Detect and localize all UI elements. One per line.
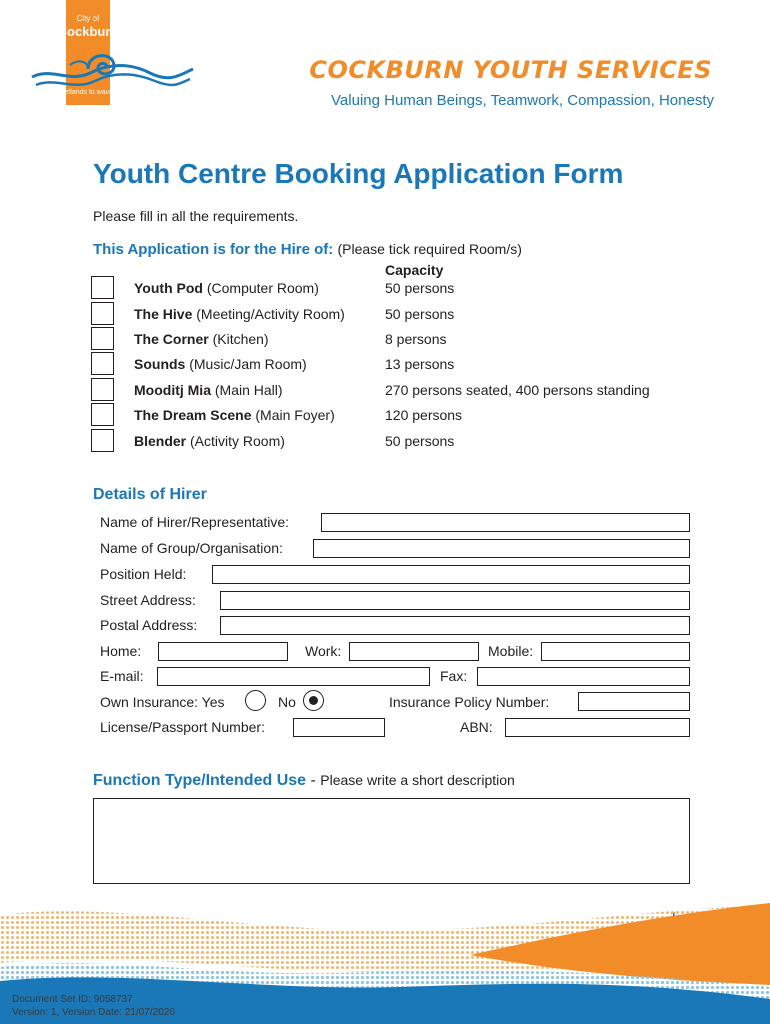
- street-address-field[interactable]: [220, 591, 690, 610]
- room-checkbox[interactable]: [91, 352, 114, 375]
- hire-heading: [93, 241, 522, 258]
- position-field[interactable]: [212, 565, 690, 584]
- room-checkbox[interactable]: [91, 327, 114, 350]
- room-label: [134, 306, 345, 322]
- brand-values: Valuing Human Beings, Teamwork, Compassion, Honesty: [331, 92, 714, 109]
- hirer-name-label: Name of Hirer/Representative:: [100, 514, 290, 530]
- email-field[interactable]: [157, 667, 430, 686]
- room-name: The Hive: [134, 306, 193, 322]
- function-note: Please write a short description: [320, 772, 515, 788]
- room-row: [91, 327, 711, 351]
- fax-label: Fax:: [440, 668, 468, 684]
- room-name: The Dream Scene: [134, 407, 252, 423]
- policy-number-label: Insurance Policy Number:: [389, 694, 550, 710]
- room-desc: (Meeting/Activity Room): [196, 306, 345, 322]
- room-capacity: 50 persons: [385, 306, 455, 322]
- logo-city-text: City of: [76, 14, 100, 23]
- capacity-header: Capacity: [385, 262, 444, 278]
- abn-field[interactable]: [505, 718, 690, 737]
- room-label: [134, 331, 269, 347]
- work-phone-field[interactable]: [349, 642, 479, 661]
- work-phone-label: Work:: [305, 643, 342, 659]
- hirer-heading: Details of Hirer: [93, 486, 207, 503]
- document-metadata: [12, 993, 175, 1019]
- logo-tagline: wetlands to waves: [59, 89, 117, 96]
- room-row: [91, 352, 711, 376]
- document-set-id: Document Set ID: 9058737: [12, 994, 133, 1005]
- room-name: Mooditj Mia: [134, 382, 211, 398]
- logo-name-text: Cockburn: [57, 24, 119, 39]
- room-checkbox[interactable]: [91, 429, 114, 452]
- insurance-no-radio[interactable]: [303, 690, 324, 711]
- room-checkbox[interactable]: [91, 276, 114, 299]
- room-capacity: 8 persons: [385, 331, 447, 347]
- room-desc: (Activity Room): [190, 433, 285, 449]
- room-capacity: 50 persons: [385, 433, 455, 449]
- function-separator: -: [306, 772, 321, 789]
- form-title: Youth Centre Booking Application Form: [93, 158, 624, 189]
- group-field[interactable]: [313, 539, 690, 558]
- license-field[interactable]: [293, 718, 385, 737]
- room-capacity: 50 persons: [385, 280, 455, 296]
- hire-note: (Please tick required Room/s): [337, 241, 522, 257]
- position-label: Position Held:: [100, 566, 187, 582]
- radio-selected-dot: [309, 696, 318, 705]
- room-label: [134, 280, 319, 296]
- room-desc: (Computer Room): [206, 280, 319, 296]
- room-desc: (Main Foyer): [255, 407, 335, 423]
- insurance-yes-label: Own Insurance: Yes: [100, 694, 225, 710]
- form-intro: Please fill in all the requirements.: [93, 208, 299, 224]
- room-desc: (Main Hall): [214, 382, 283, 398]
- hire-heading-text: This Application is for the Hire of:: [93, 241, 334, 258]
- group-label: Name of Group/Organisation:: [100, 540, 283, 556]
- street-address-label: Street Address:: [100, 592, 196, 608]
- mobile-label: Mobile:: [488, 643, 534, 659]
- room-row: [91, 276, 711, 300]
- postal-address-field[interactable]: [220, 616, 690, 635]
- postal-address-label: Postal Address:: [100, 617, 198, 633]
- room-capacity: 270 persons seated, 400 persons standing: [385, 382, 650, 398]
- room-row: [91, 302, 711, 326]
- room-name: Blender: [134, 433, 187, 449]
- room-label: [134, 356, 307, 372]
- room-label: [134, 407, 335, 423]
- room-row: [91, 429, 711, 453]
- function-description-textarea[interactable]: [93, 798, 690, 884]
- abn-label: ABN:: [460, 719, 493, 735]
- room-checkbox[interactable]: [91, 378, 114, 401]
- brand-title: COCKBURN YOUTH SERVICES: [309, 56, 712, 84]
- insurance-no-label: No: [278, 694, 296, 710]
- room-label: [134, 382, 283, 398]
- room-capacity: 13 persons: [385, 356, 455, 372]
- policy-number-field[interactable]: [578, 692, 690, 711]
- fax-field[interactable]: [477, 667, 690, 686]
- room-row: [91, 403, 711, 427]
- room-capacity: 120 persons: [385, 407, 463, 423]
- hirer-name-field[interactable]: [321, 513, 690, 532]
- document-version: Version: 1, Version Date: 21/07/2020: [12, 1007, 175, 1018]
- home-phone-field[interactable]: [158, 642, 288, 661]
- function-heading-text: Function Type/Intended Use: [93, 772, 307, 789]
- home-phone-label: Home:: [100, 643, 142, 659]
- insurance-yes-radio[interactable]: [245, 690, 266, 711]
- room-label: [134, 433, 285, 449]
- function-heading: [93, 772, 515, 790]
- license-label: License/Passport Number:: [100, 719, 265, 735]
- room-desc: (Music/Jam Room): [189, 356, 307, 372]
- room-name: Sounds: [134, 356, 186, 372]
- mobile-field[interactable]: [541, 642, 690, 661]
- room-row: [91, 378, 711, 402]
- room-checkbox[interactable]: [91, 403, 114, 426]
- room-checkbox[interactable]: [91, 302, 114, 325]
- email-label: E-mail:: [100, 668, 144, 684]
- room-name: The Corner: [134, 331, 209, 347]
- room-name: Youth Pod: [134, 280, 203, 296]
- room-desc: (Kitchen): [212, 331, 269, 347]
- wave-logo-icon: [30, 45, 195, 95]
